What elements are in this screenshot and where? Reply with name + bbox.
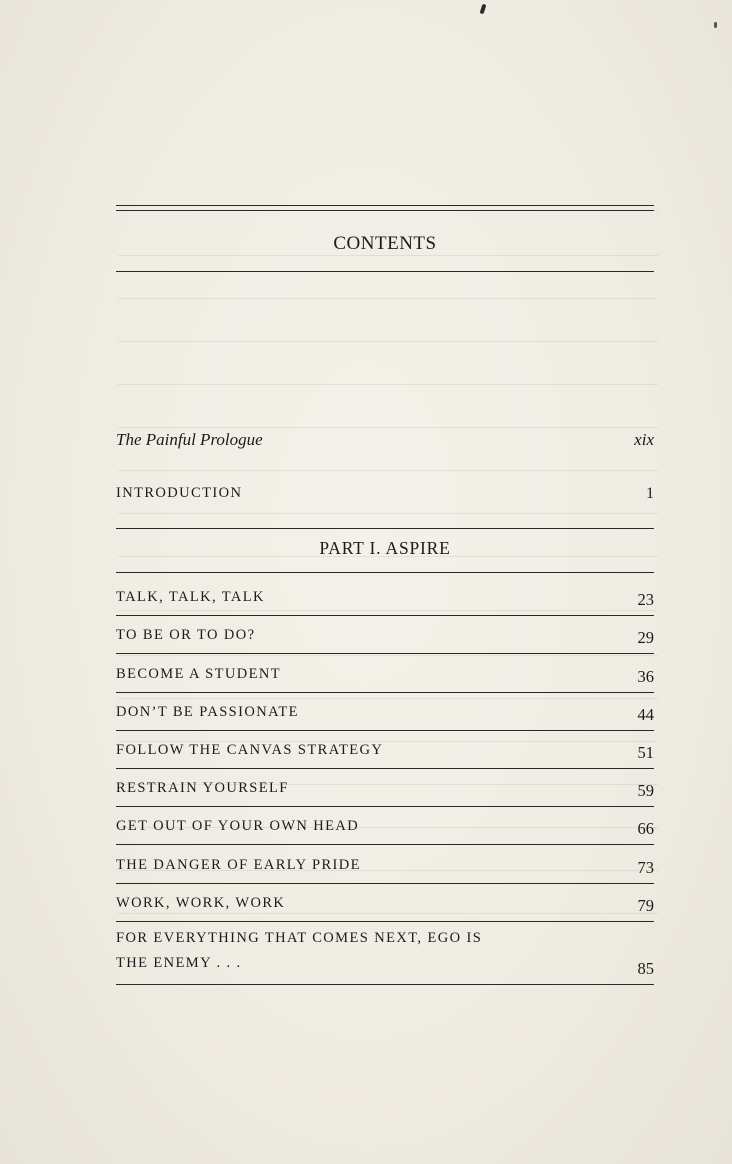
toc-entry-title xyxy=(116,926,586,976)
toc-entry-title: TALK, TALK, TALK xyxy=(116,589,265,606)
part-rule-bottom xyxy=(116,572,654,573)
toc-entry-title: FOLLOW THE CANVAS STRATEGY xyxy=(116,741,384,758)
toc-entry-page: 1 xyxy=(646,485,654,502)
ink-speck xyxy=(480,4,487,15)
toc-entry[interactable] xyxy=(116,693,654,731)
toc-entry-page: 51 xyxy=(637,742,654,762)
toc-entry-title: RESTRAIN YOURSELF xyxy=(116,780,289,797)
toc-entry-title: BECOME A STUDENT xyxy=(116,665,281,682)
toc-entry-title-line2: THE ENEMY . . . xyxy=(116,954,242,971)
ink-speck xyxy=(714,22,717,28)
part-heading: PART I. ASPIRE xyxy=(319,538,451,558)
toc-entry-page: 85 xyxy=(637,958,654,978)
toc-entry-page: 73 xyxy=(637,857,654,877)
toc-entry[interactable] xyxy=(116,769,654,807)
toc-entry-page: 29 xyxy=(637,628,654,648)
toc-entry-page: 79 xyxy=(637,895,654,915)
header-rule-top xyxy=(116,205,654,206)
toc-entry[interactable] xyxy=(116,616,654,654)
header-rule-bottom xyxy=(116,210,654,211)
toc-entry-title: THE DANGER OF EARLY PRIDE xyxy=(116,856,361,873)
toc-entry-page: 23 xyxy=(637,590,654,610)
toc-entry-page: xix xyxy=(634,430,654,449)
toc-entry-title: INTRODUCTION xyxy=(116,485,243,501)
toc-entry-title: The Painful Prologue xyxy=(116,430,263,449)
toc-entry-title: GET OUT OF YOUR OWN HEAD xyxy=(116,818,360,835)
toc-entry-page: 36 xyxy=(637,666,654,686)
toc-entry[interactable] xyxy=(116,578,654,616)
toc-entry-title-line1: FOR EVERYTHING THAT COMES NEXT, EGO IS xyxy=(116,929,483,946)
toc-entry[interactable] xyxy=(116,884,654,922)
toc-entry-page: 66 xyxy=(637,819,654,839)
toc-entry-page: 59 xyxy=(637,781,654,801)
toc-entry[interactable] xyxy=(116,654,654,692)
toc-entry-title: DON’T BE PASSIONATE xyxy=(116,703,299,720)
toc-entry-page: 44 xyxy=(637,704,654,724)
contents-heading: CONTENTS xyxy=(333,233,437,254)
part-rule-top xyxy=(116,528,654,529)
toc-entry-title: WORK, WORK, WORK xyxy=(116,894,286,911)
toc-entry-last[interactable] xyxy=(116,922,654,985)
toc-entry-title: TO BE OR TO DO? xyxy=(116,627,256,644)
toc-entry[interactable] xyxy=(116,845,654,883)
toc-entry[interactable] xyxy=(116,807,654,845)
chapter-list xyxy=(116,578,654,985)
heading-rule xyxy=(116,271,654,272)
toc-entry[interactable] xyxy=(116,731,654,769)
